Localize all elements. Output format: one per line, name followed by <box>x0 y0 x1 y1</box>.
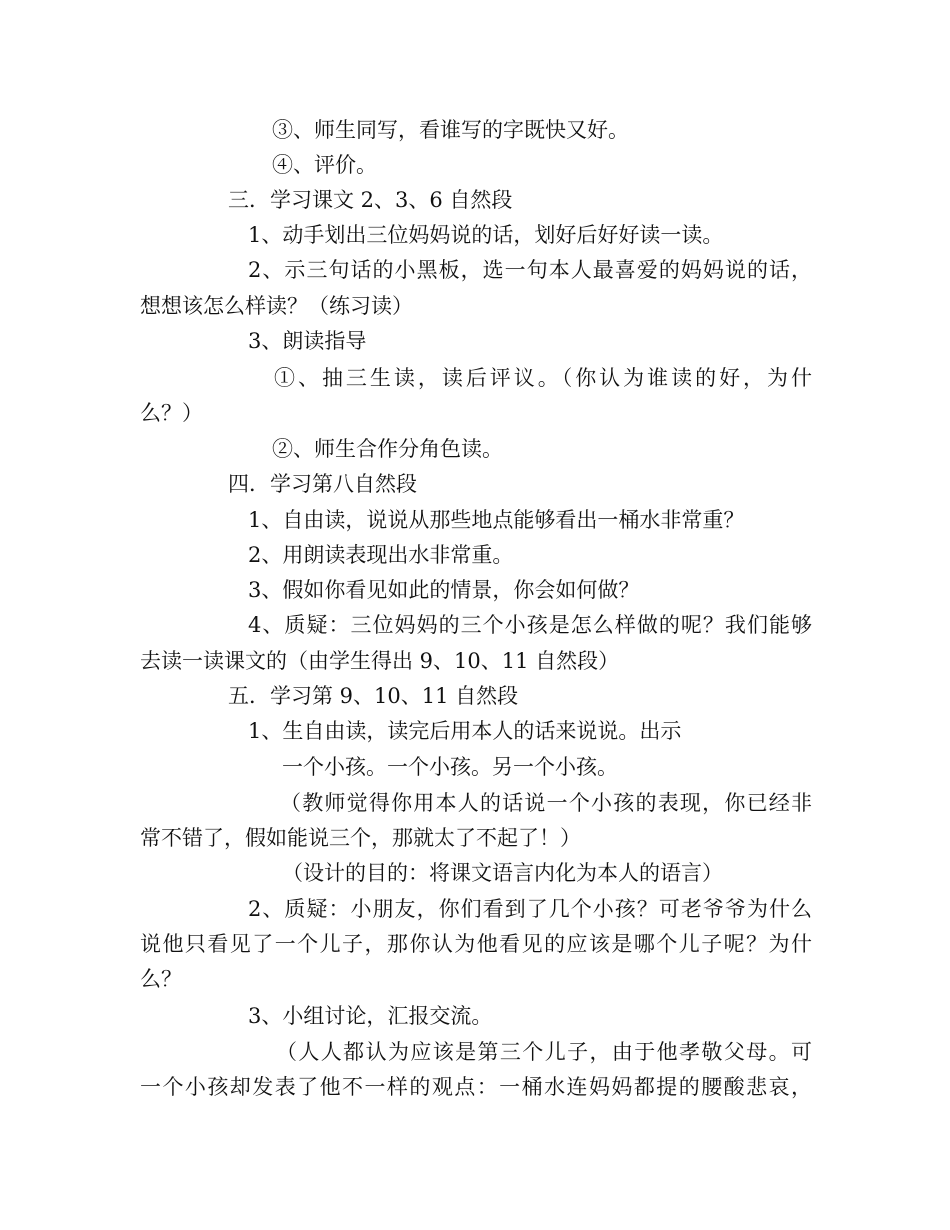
text-line: 1、动手划出三位妈妈说的话，划好后好好读一读。 <box>248 223 724 247</box>
text-line: ③、师生同写，看谁写的字既快又好。 <box>272 118 629 142</box>
text-line: （教师觉得你用本人的话说一个小孩的表现，你已经非 <box>280 791 812 815</box>
text-line: ④、评价。 <box>272 153 377 177</box>
text-line: 2、示三句话的小黑板，选一句本人最喜爱的妈妈说的话， <box>248 258 812 282</box>
text-line: 3、朗读指导 <box>248 329 367 353</box>
text-line: （人人都认为应该是第三个儿子，由于他孝敬父母。可 <box>276 1040 812 1064</box>
text-line: 常不错了，假如能说三个，那就太了不起了！） <box>140 826 581 850</box>
text-line: 3、假如你看见如此的情景，你会如何做？ <box>248 578 640 602</box>
text-line: 2、质疑：小朋友，你们看到了几个小孩？可老爷爷为什么 <box>248 897 812 921</box>
section-heading: 五．学习第 9、10、11 自然段 <box>228 684 519 708</box>
text-line: ①、抽三生读，读后评议。（你认为谁读的好，为什 <box>274 366 812 390</box>
text-line: 去读一读课文的（由学生得出 9、10、11 自然段） <box>140 649 620 673</box>
text-line: 说他只看见了一个儿子，那你认为他看见的应该是哪个儿子呢？为什 <box>140 932 812 956</box>
text-line: 3、小组讨论，汇报交流。 <box>248 1004 493 1028</box>
text-line: ②、师生合作分角色读。 <box>272 437 503 461</box>
text-line: 1、生自由读，读完后用本人的话来说说。出示 <box>248 719 682 743</box>
text-line: 4、质疑：三位妈妈的三个小孩是怎么样做的呢？我们能够 <box>248 613 812 637</box>
text-line: 么？） <box>140 401 203 425</box>
text-line: 么？ <box>140 967 182 991</box>
text-line: 2、用朗读表现出水非常重。 <box>248 543 514 567</box>
section-heading: 四．学习第八自然段 <box>228 472 417 496</box>
text-line: （设计的目的：将课文语言内化为本人的语言） <box>282 861 723 885</box>
text-line: 一个小孩。一个小孩。另一个小孩。 <box>282 755 618 779</box>
section-heading: 三．学习课文 2、3、6 自然段 <box>228 188 513 212</box>
text-line: 想想该怎么样读？（练习读） <box>140 294 413 318</box>
text-line: 1、自由读，说说从那些地点能够看出一桶水非常重？ <box>248 508 745 532</box>
text-line: 一个小孩却发表了他不一样的观点：一桶水连妈妈都提的腰酸悲哀， <box>140 1075 812 1099</box>
